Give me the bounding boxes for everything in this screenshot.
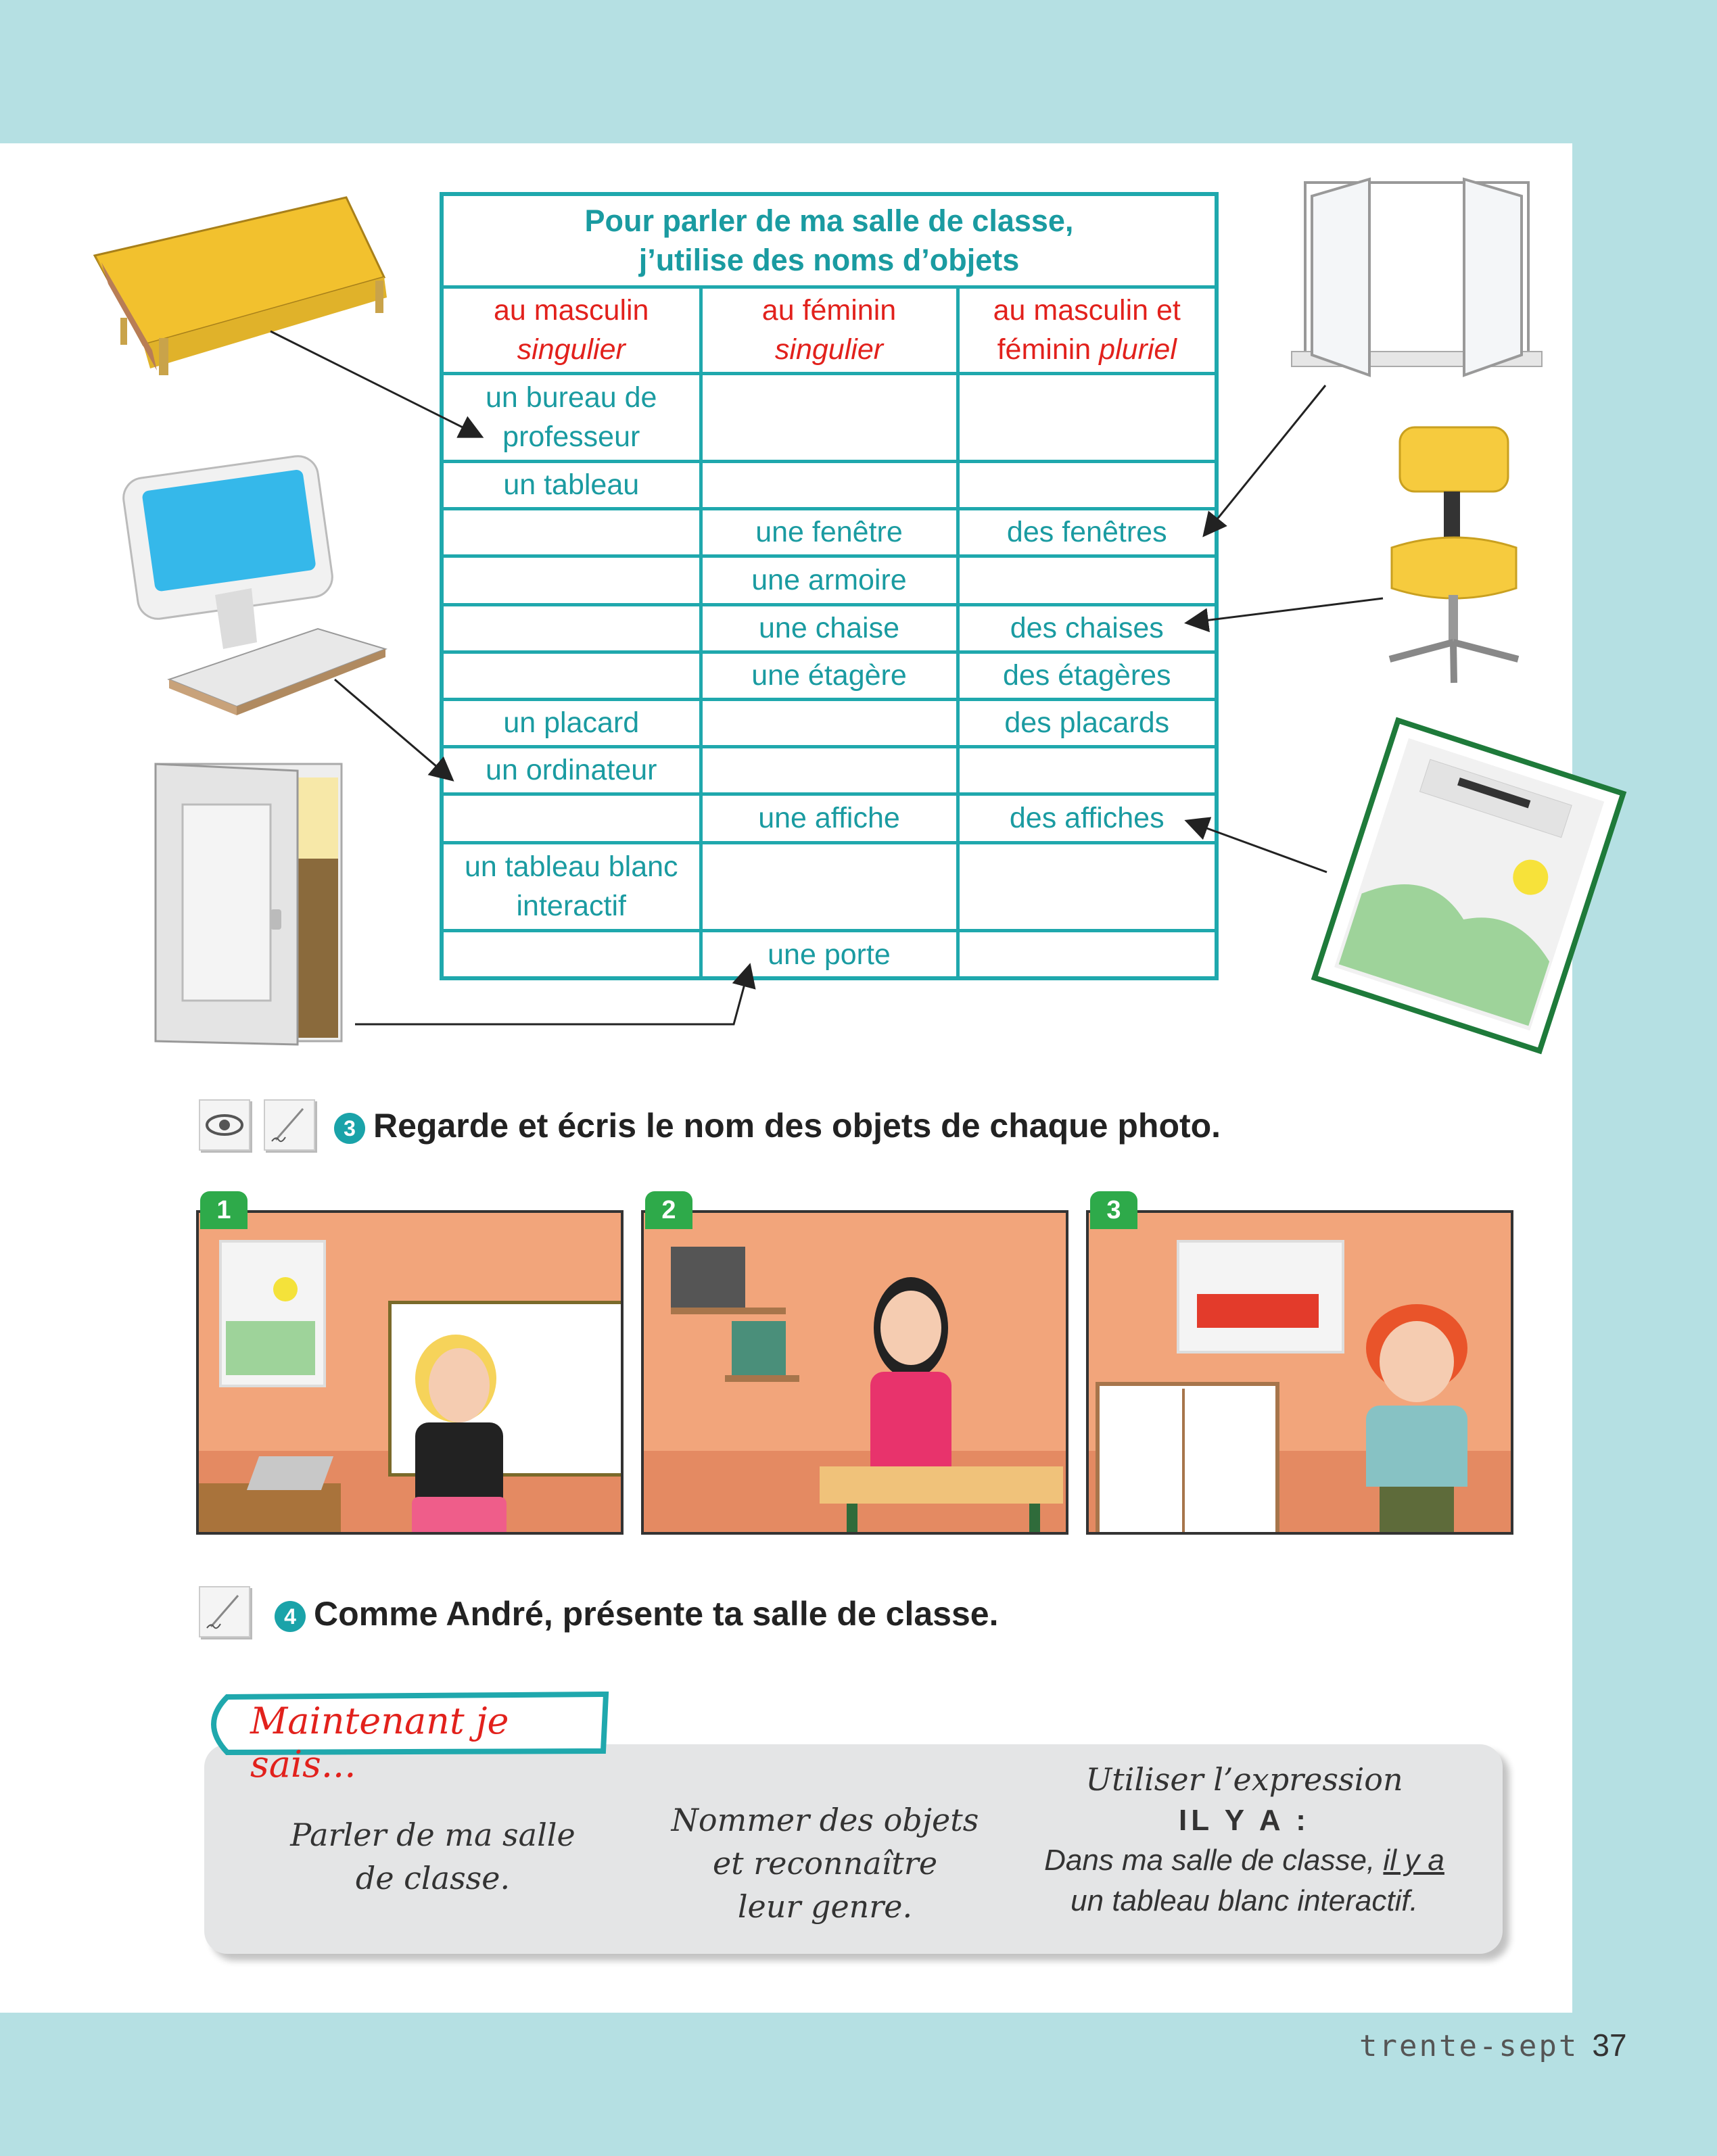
exercise-4-instruction: 4 Comme André, présente ta salle de classe.: [275, 1594, 998, 1633]
scene-tag-2: 2: [645, 1191, 692, 1229]
scene-photo-2: [641, 1210, 1068, 1535]
table-row: une étagère des étagères: [444, 652, 1215, 699]
pencil-icon: [264, 1099, 315, 1151]
header-masculin: au masculin singulier: [444, 287, 701, 373]
header-feminin: au féminin singulier: [701, 287, 958, 373]
table-row: un placard des placards: [444, 699, 1215, 746]
table-row: une porte: [444, 930, 1215, 978]
scene-tag-1: 1: [200, 1191, 248, 1229]
table-row: une affiche des affiches: [444, 794, 1215, 842]
table-row: un ordinateur: [444, 746, 1215, 794]
table-row: un tableau: [444, 461, 1215, 508]
pencil-icon: [199, 1586, 250, 1637]
scene-tag-3: 3: [1090, 1191, 1137, 1229]
exercise-number: 4: [275, 1601, 306, 1632]
vocabulary-table: [440, 192, 1219, 980]
maintenant-title: Maintenant je sais...: [250, 1700, 509, 1786]
table-row: un tableau blanc interactif: [444, 842, 1215, 930]
table-title: Pour parler de ma salle de classe, j’utilise des noms d’objets: [444, 196, 1215, 287]
skill-2: Nommer des objets et reconnaître leur genre.: [671, 1802, 979, 1925]
table-row: un bureau de professeur: [444, 373, 1215, 461]
skill-1: Parler de ma salle de classe.: [290, 1817, 575, 1896]
table-header-row: [444, 287, 1215, 373]
scene-photo-1: [196, 1210, 624, 1535]
scene-photo-3: [1086, 1210, 1513, 1535]
table-row: une chaise des chaises: [444, 604, 1215, 652]
exercise-number: 3: [334, 1113, 365, 1144]
skill-3: Utiliser l’expression IL Y A : Dans ma salle de classe, il y a un tableau blanc interactif.: [1044, 1761, 1444, 1917]
exercise-3-instruction: 3 Regarde et écris le nom des objets de chaque photo.: [334, 1106, 1221, 1145]
eye-icon: [199, 1099, 250, 1151]
page-number: trente-sept 37: [1359, 2028, 1627, 2063]
header-pluriel: au masculin et féminin pluriel: [958, 287, 1215, 373]
table-row: une armoire: [444, 556, 1215, 604]
table-row: une fenêtre des fenêtres: [444, 508, 1215, 556]
